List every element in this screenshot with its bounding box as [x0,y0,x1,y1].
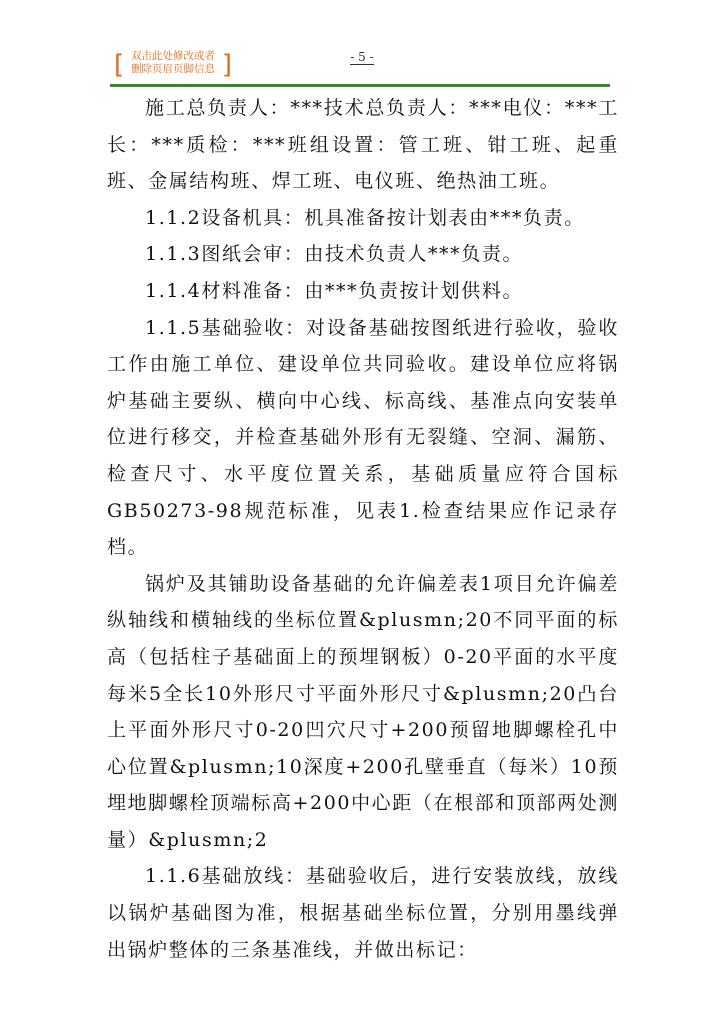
page-number: - 5 - [350,50,374,64]
header-divider [110,84,610,87]
header-notice-line-2: 删除页眉页脚信息 [131,63,215,75]
paragraph-foundation-acceptance: 1.1.5基础验收：对设备基础按图纸进行验收，验收工作由施工单位、建设单位共同验收。建设单位应将锅炉基础主要纵、横向中心线、标高线、基准点向安装单位进行移交，并检查基础外形有无裂缝、空洞、漏筋、检查尺寸、水平度位置关系，基础质量应符合国标GB50273-98规范标准，见表1.检查结果应作记录存档。 [107,316,619,559]
left-bracket-icon: [ [114,50,125,80]
paragraph-staffing: 施工总负责人：***技术总负责人：***电仪：***工长：***质检：***班组设置：管工班、钳工班、起重班、金属结构班、焊工班、电仪班、绝热油工班。 [107,97,619,193]
paragraph-drawing-review: 1.1.3图纸会审：由技术负责人***负责。 [145,243,524,266]
right-bracket-icon: ] [221,50,232,80]
paragraph-equipment: 1.1.2设备机具：机具准备按计划表由***负责。 [145,206,585,229]
paragraph-foundation-layout: 1.1.6基础放线：基础验收后，进行安装放线，放线以锅炉基础图为准，根据基础坐标位置，分别用墨线弹出锅炉整体的三条基准线，并做出标记： [107,865,619,961]
paragraph-materials: 1.1.4材料准备：由***负责按计划供料。 [145,279,524,302]
document-body [107,90,619,968]
paragraph-tolerance-table: 锅炉及其铺助设备基础的允许偏差表1项目允许偏差纵轴线和横轴线的坐标位置&plusmn;20不同平面的标高（包括柱子基础面上的预埋钢板）0-20平面的水平度每米5全长10外形尺寸平面外形尺寸&plusmn;20凸台上平面外形尺寸0-20凹穴尺寸+200预留地脚螺栓孔中心位置&plusmn;10深度+200孔壁垂直（每米）10预埋地脚螺栓顶端标高+200中心距（在根部和顶部两处测量）&plusmn;2 [107,572,619,851]
header-edit-notice[interactable] [114,50,232,80]
header-notice-line-1: 双击此处修改或者 [131,50,215,62]
